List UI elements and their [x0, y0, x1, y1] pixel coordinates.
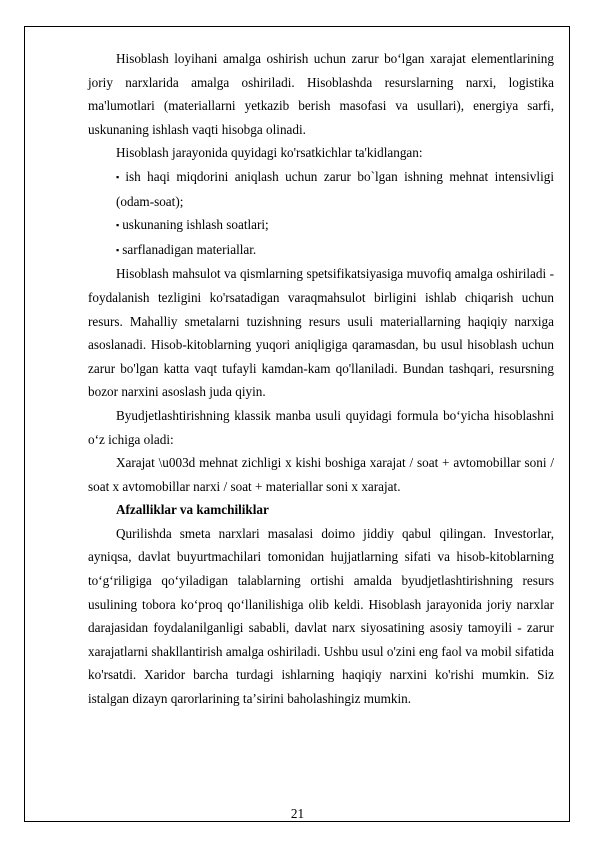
bullet-icon: ▪: [116, 171, 123, 182]
section-heading: Afzalliklar va kamchiliklar: [116, 502, 269, 518]
paragraph-indicators: Hisoblash jarayonida quyidagi ko'rsatkichlar ta'kidlangan:: [116, 145, 423, 161]
list-item: [88, 238, 554, 263]
bullet-icon: ▪: [116, 244, 120, 255]
list-item-text: ish haqi miqdorini aniqlash uchun zarur bo`lgan ishning mehnat intensivligi (odam-soat);: [116, 168, 554, 209]
paragraph-intro: Hisoblash loyihani amalga oshirish uchun zarur bo‘lgan xarajat elementlarining joriy narxlarida amalga oshiriladi. Hisoblashda resurslarning narxi, logistika ma'lumotlari (materiallarni yetkazib berish masofasi va usullari), energiya sarfi, uskunaning ishlash vaqti hisobga olinadi.: [88, 51, 554, 137]
paragraph-formula: Xarajat \u003d mehnat zichligi x kishi boshiga xarajat / soat + avtomobillar soni / soat x avtomobillar narxi / soat + materiallar soni x xarajat.: [88, 455, 554, 494]
paragraph-formula-intro: Byudjetlashtirishning klassik manba usuli quyidagi formula bo‘yicha hisoblashni o‘z ichiga oladi:: [88, 407, 554, 447]
list-item-text: sarflanadigan materiallar.: [122, 241, 257, 257]
page-number: 21: [290, 806, 305, 821]
list-item: [88, 165, 554, 213]
list-item-text: uskunaning ishlash soatlari;: [122, 217, 269, 233]
paragraph-advantages: Qurilishda smeta narxlari masalasi doimo jiddiy qabul qilingan. Investorlar, ayniqsa, davlat buyurtmachilari tomonidan hujjatlarning sifati va hisob-kitoblarning to‘g‘riligiga qo‘yiladigan talablarning ortishi amalda byudjetlashtirishning resurs usulining tobora ko‘proq qo‘llanilishiga olib keldi. Hisoblash jarayonida joriy narxlar darajasidan foydalanilganligi sababli, davlat narx siyosatining asosiy tamoyili - zarur xarajatlarni shakllantirish amalga oshiriladi. Ushbu usul o'zini eng faol va mobil sifatida ko'rsatdi. Xaridor barcha turdagi ishlarning haqiqiy narxini ko'rishi mumkin. Siz istalgan dizayn qarorlarining taʼsirini baholashingiz mumkin.: [88, 525, 554, 707]
bullet-icon: ▪: [116, 220, 120, 231]
list-item: [88, 213, 554, 238]
paragraph-resource-method: Hisoblash mahsulot va qismlarning spetsifikatsiyasiga muvofiq amalga oshiriladi - foydalanish tezligini ko'rsatadigan varaqmahsulot birligini ishlab chiqarish uchun resurs. Mahalliy smetalarni tuzishning resurs usuli materiallarning haqiqiy narxiga asoslanadi. Hisob-kitoblarning yuqori aniqligiga qaramasdan, bu usul hisoblash uchun zarur bo'lgan katta vaqt tufayli kamdan-kam qo'llaniladi. Bundan tashqari, resursning bozor narxini asoslash juda qiyin.: [88, 266, 554, 400]
document-body: [88, 47, 554, 711]
